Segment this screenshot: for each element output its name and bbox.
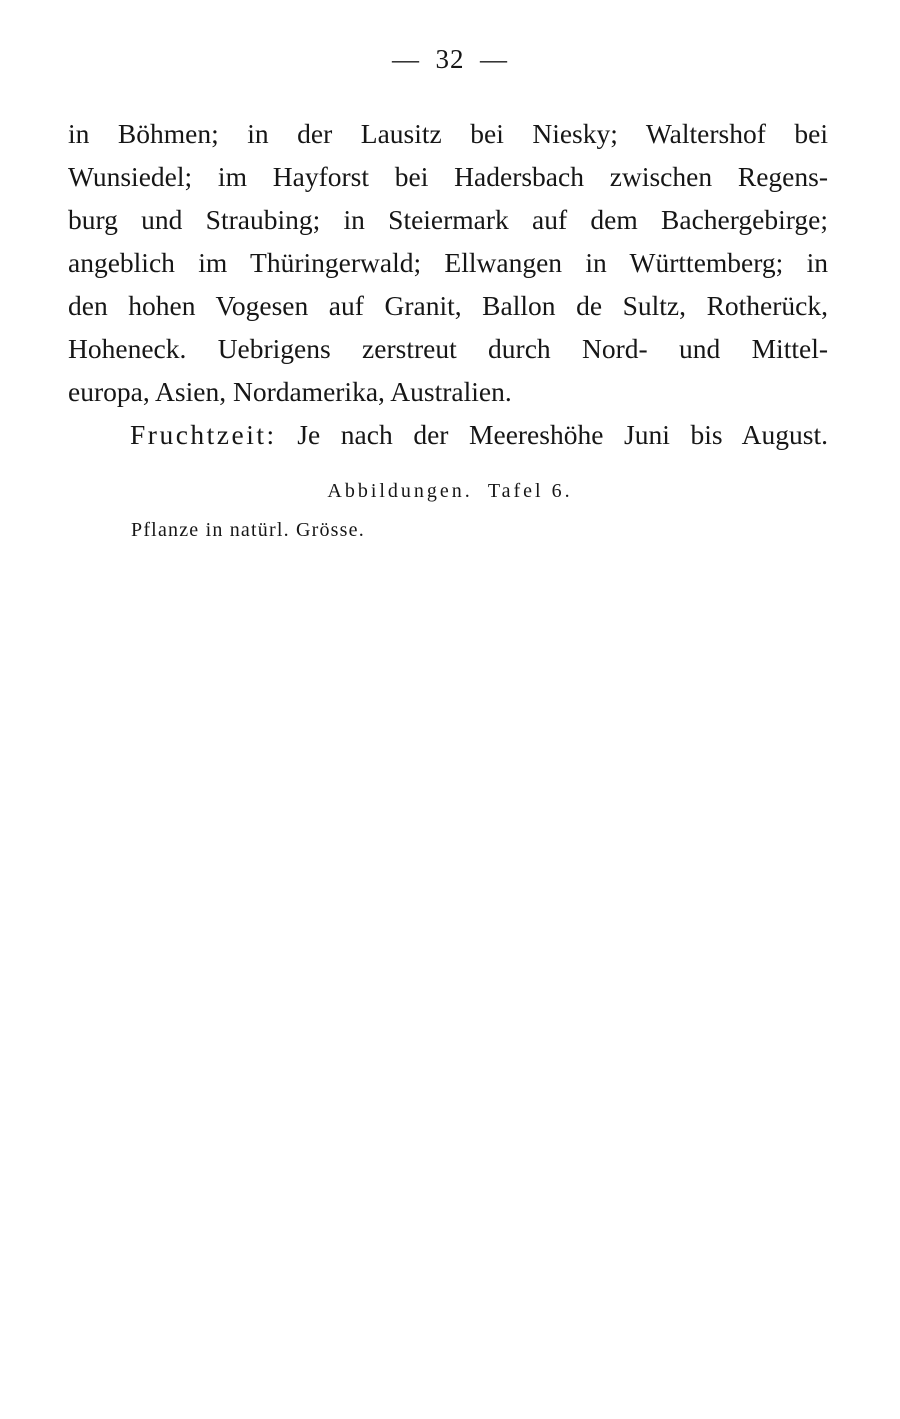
text-line: europa, Asien, Nordamerika, Australien. [68,376,512,407]
text-line: in Böhmen; in der Lausitz bei Niesky; Waltershof bei [68,118,828,149]
text-line: angeblich im Thüringerwald; Ellwangen in Württemberg; in [68,247,828,278]
body-text [68,112,828,456]
fruiting-time-text: Je nach der Meereshöhe Juni bis August. [297,419,829,450]
plate-reference: Tafel 6. [487,480,573,502]
text-line: Wunsiedel; im Hayforst bei Hadersbach zwischen Regens- [68,161,828,192]
illustrations-label: Abbildungen. [327,480,473,502]
illustration-caption: Pflanze in natürl. Grösse. [131,519,365,541]
page-number: — 32 — [392,44,508,74]
text-line: burg und Straubing; in Steiermark auf dem Bachergebirge; [68,204,828,235]
fruiting-time-label: Fruchtzeit: [130,419,277,450]
text-line: Hoheneck. Uebrigens zerstreut durch Nord- und Mittel- [68,333,828,364]
text-line: den hohen Vogesen auf Granit, Ballon de Sultz, Rotherück, [68,290,828,321]
fruiting-time-line [68,413,828,456]
illustrations-heading [0,480,900,503]
